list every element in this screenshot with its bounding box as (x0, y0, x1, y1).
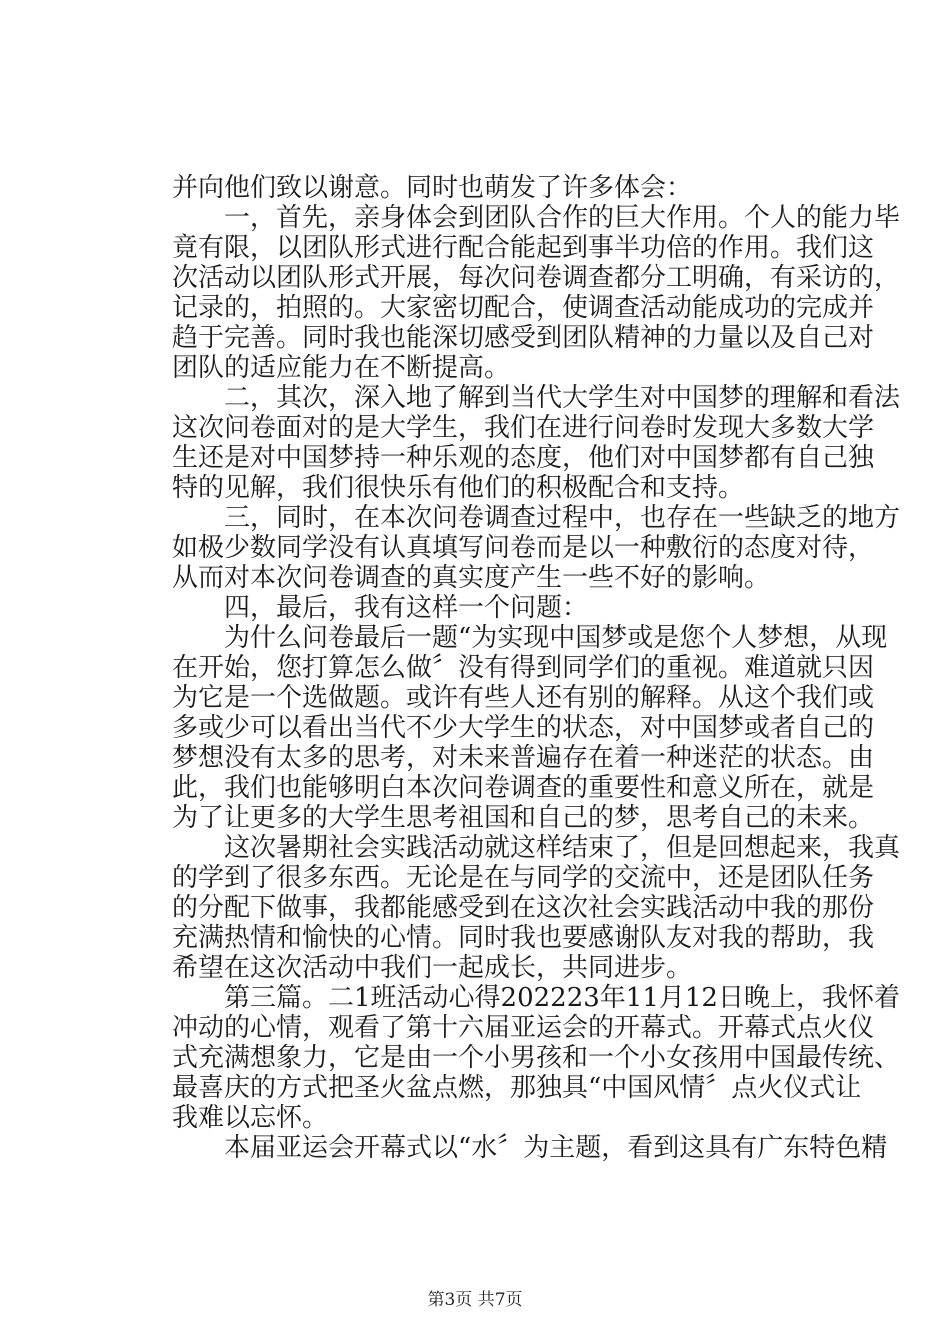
text-line: 四，最后，我有这样一个问题： (224, 593, 589, 623)
body-text (172, 173, 901, 1163)
text-line: 充满热情和愉快的心情。同时我也要感谢队友对我的帮助，我 (172, 923, 875, 953)
text-line: 团队的适应能力在不断提高。 (172, 353, 511, 383)
text-line: 竟有限，以团队形式进行配合能起到事半功倍的作用。我们这 (172, 233, 875, 263)
text-line: 希望在这次活动中我们一起成长，共同进步。 (172, 953, 693, 983)
text-line: 生还是对中国梦持一种乐观的态度，他们对中国梦都有自己独 (172, 443, 875, 473)
text-line: 趋于完善。同时我也能深切感受到团队精神的力量以及自己对 (172, 323, 875, 353)
text-line: 从而对本次问卷调查的真实度产生一些不好的影响。 (172, 563, 771, 593)
text-line: 一，首先，亲身体会到团队合作的巨大作用。个人的能力毕 (224, 203, 901, 233)
text-line: 这次暑期社会实践活动就这样结束了，但是回想起来，我真 (224, 833, 901, 863)
text-line: 我难以忘怀。 (172, 1103, 329, 1133)
text-line: 最喜庆的方式把圣火盆点燃，那独具“中国风情〞点火仪式让 (172, 1073, 862, 1103)
text-line: 如极少数同学没有认真填写问卷而是以一种敷衍的态度对待， (172, 533, 875, 563)
text-line: 并向他们致以谢意。同时也萌发了许多体会： (172, 173, 693, 203)
text-line: 梦想没有太多的思考，对未来普遍存在着一种迷茫的状态。由 (172, 743, 875, 773)
text-line: 为它是一个选做题。或许有些人还有别的解释。从这个我们或 (172, 683, 875, 713)
text-line: 特的见解，我们很快乐有他们的积极配合和支持。 (172, 473, 745, 503)
text-line: 这次问卷面对的是大学生，我们在进行问卷时发现大多数大学 (172, 413, 875, 443)
text-line: 在开始，您打算怎么做〞没有得到同学们的重视。难道就只因 (172, 653, 875, 683)
text-line: 的分配下做事，我都能感受到在这次社会实践活动中我的那份 (172, 893, 875, 923)
text-line: 次活动以团队形式开展，每次问卷调查都分工明确，有采访的， (172, 263, 901, 293)
text-line: 多或少可以看出当代不少大学生的状态，对中国梦或者自己的 (172, 713, 875, 743)
text-line: 此，我们也能够明白本次问卷调查的重要性和意义所在，就是 (172, 773, 875, 803)
text-line: 为什么问卷最后一题“为实现中国梦或是您个人梦想，从现 (224, 623, 888, 653)
text-line: 的学到了很多东西。无论是在与同学的交流中，还是团队任务 (172, 863, 875, 893)
text-line: 为了让更多的大学生思考祖国和自己的梦，思考自己的未来。 (172, 803, 875, 833)
text-line: 三，同时，在本次问卷调查过程中，也存在一些缺乏的地方 (224, 503, 901, 533)
text-line: 本届亚运会开幕式以“水〞为主题，看到这具有广东特色精 (224, 1133, 888, 1163)
text-line: 冲动的心情，观看了第十六届亚运会的开幕式。开幕式点火仪 (172, 1013, 875, 1043)
text-line: 式充满想象力，它是由一个小男孩和一个小女孩用中国最传统、 (172, 1043, 901, 1073)
page-number-footer: 第3页 共7页 (427, 1290, 523, 1310)
text-line: 记录的，拍照的。大家密切配合，使调查活动能成功的完成并 (172, 293, 875, 323)
text-line: 二，其次，深入地了解到当代大学生对中国梦的理解和看法 (224, 383, 901, 413)
text-line: 第三篇。二1班活动心得202223年11月12日晚上，我怀着 (224, 983, 900, 1013)
